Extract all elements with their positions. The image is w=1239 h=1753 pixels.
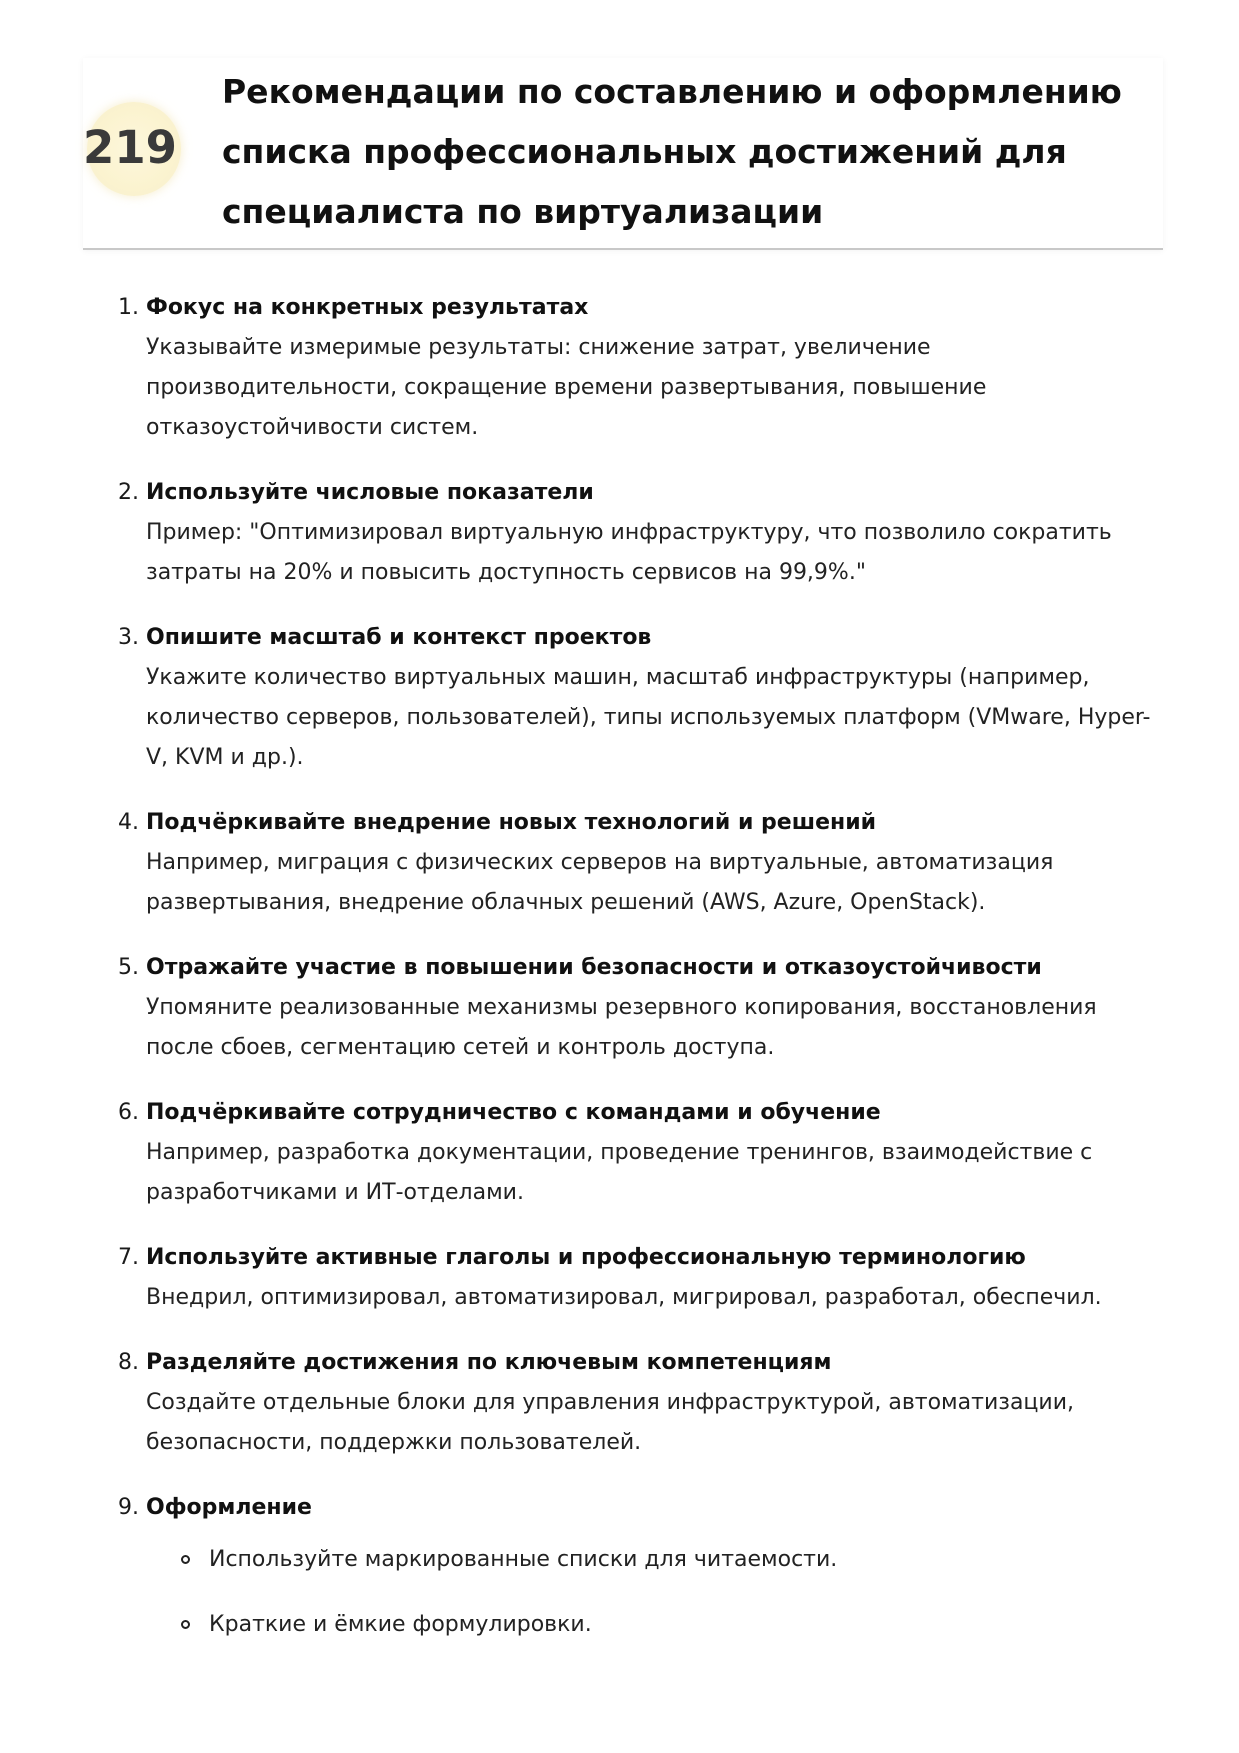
item-number: 4.: [118, 810, 139, 835]
item-title: Используйте активные глаголы и профессиональную терминологию: [146, 1245, 1026, 1270]
item-number: 6.: [118, 1100, 139, 1125]
circle-bullet-icon: [181, 1620, 190, 1629]
list-item: [118, 803, 1158, 923]
sub-list-item: [181, 1605, 1158, 1645]
item-number: 7.: [118, 1245, 139, 1270]
item-number: 9.: [118, 1495, 139, 1520]
item-number: 8.: [118, 1350, 139, 1375]
item-title: Отражайте участие в повышении безопасности и отказоустойчивости: [146, 955, 1042, 980]
item-title: Оформление: [146, 1495, 312, 1520]
item-text: Указывайте измеримые результаты: снижение затрат, увеличение производительности, сокращение времени развертывания, повышение отказоустойчивости систем.: [146, 335, 987, 440]
list-item: [118, 1093, 1158, 1213]
list-item: [118, 473, 1158, 593]
recommendations-list: [118, 288, 1158, 1645]
sub-item-text: Краткие и ёмкие формулировки.: [209, 1612, 592, 1637]
item-title: Опишите масштаб и контекст проектов: [146, 625, 652, 650]
item-title: Подчёркивайте внедрение новых технологий и решений: [146, 810, 877, 835]
item-text: Упомяните реализованные механизмы резервного копирования, восстановления после сбоев, сегментацию сетей и контроль доступа.: [146, 995, 1097, 1060]
sub-list-item: [181, 1540, 1158, 1580]
sub-item-text: Используйте маркированные списки для читаемости.: [209, 1547, 838, 1572]
page-number: 219: [83, 121, 177, 174]
item-title: Разделяйте достижения по ключевым компетенциям: [146, 1350, 832, 1375]
list-item: [118, 288, 1158, 448]
item-text: Создайте отдельные блоки для управления инфраструктурой, автоматизации, безопасности, поддержки пользователей.: [146, 1390, 1074, 1455]
list-item: [118, 948, 1158, 1068]
item-number: 1.: [118, 295, 139, 320]
list-item: [118, 1238, 1158, 1318]
page-title: Рекомендации по составлению и оформлению списка профессиональных достижений для специалиста по виртуализации: [222, 72, 1122, 231]
sub-list: [146, 1540, 1158, 1645]
item-text: Укажите количество виртуальных машин, масштаб инфраструктуры (например, количество серверов, пользователей), типы используемых платформ (VMware, Hyper-V, KVM и др.).: [146, 665, 1151, 770]
item-text: Внедрил, оптимизировал, автоматизировал, мигрировал, разработал, обеспечил.: [146, 1285, 1102, 1310]
recommendations-content: [118, 288, 1158, 1670]
item-number: 3.: [118, 625, 139, 650]
circle-bullet-icon: [181, 1555, 190, 1564]
item-text: Например, разработка документации, проведение тренингов, взаимодействие с разработчиками и ИТ-отделами.: [146, 1140, 1093, 1205]
item-text: Пример: "Оптимизировал виртуальную инфраструктуру, что позволило сократить затраты на 20% и повысить доступность сервисов на 99,9%.": [146, 520, 1112, 585]
item-title: Подчёркивайте сотрудничество с командами и обучение: [146, 1100, 881, 1125]
item-title: Используйте числовые показатели: [146, 480, 594, 505]
item-number: 2.: [118, 480, 139, 505]
list-item: [118, 1488, 1158, 1645]
item-number: 5.: [118, 955, 139, 980]
list-item: [118, 1343, 1158, 1463]
item-title: Фокус на конкретных результатах: [146, 295, 589, 320]
item-text: Например, миграция с физических серверов на виртуальные, автоматизация развертывания, внедрение облачных решений (AWS, Azure, OpenStack).: [146, 850, 1054, 915]
list-item: [118, 618, 1158, 778]
